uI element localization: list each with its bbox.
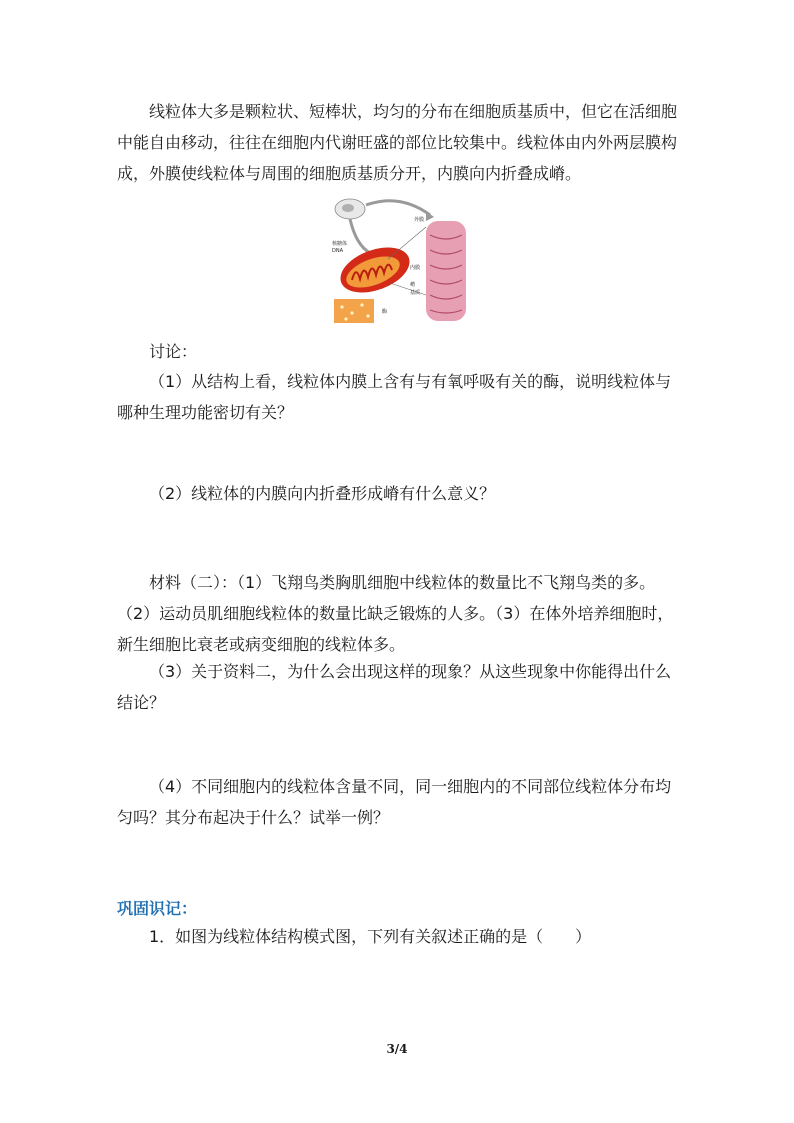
question-3: （3）关于资料二，为什么会出现这样的现象？从这些现象中你能得出什么结论？: [117, 662, 672, 712]
label-dna: DNA: [332, 248, 344, 254]
arrow-to-mito: [350, 219, 370, 253]
arrowhead: [426, 211, 434, 221]
mitochondrion-model: [334, 239, 415, 301]
label-enzyme: 酶: [382, 309, 388, 315]
mitochondrion-figure: [330, 195, 470, 325]
exercise-1: 1．如图为线粒体结构模式图，下列有关叙述正确的是（ ）: [149, 927, 592, 946]
question-2: （2）线粒体的内膜向内折叠形成嵴有什么意义？: [149, 484, 496, 503]
label-ribosome: 核糖体: [332, 241, 348, 247]
label-matrix: 基质: [410, 290, 421, 296]
micrograph-section: [426, 221, 466, 321]
label-inner-membrane: 内膜: [410, 265, 421, 271]
cell-thumbnail: [335, 199, 365, 219]
page-number: 3/4: [386, 1042, 408, 1056]
question-4: （4）不同细胞内的线粒体含量不同，同一细胞内的不同部位线粒体分布均匀吗？其分布起决于什么？试举一例？: [117, 777, 672, 827]
label-outer-membrane: 外膜: [414, 217, 425, 223]
label-cristae: 嵴: [410, 282, 416, 288]
question-1: （1）从结构上看，线粒体内膜上含有与有氧呼吸有关的酶，说明线粒体与哪种生理功能密切有关？: [117, 372, 672, 422]
material-2: 材料（二）：（1）飞翔鸟类胸肌细胞中线粒体的数量比不飞翔鸟类的多。（2）运动员肌细胞线粒体的数量比缺乏锻炼的人多。（3）在体外培养细胞时，新生细胞比衰老或病变细胞的线粒体多。: [117, 573, 674, 654]
intro-paragraph: 线粒体大多是颗粒状、短棒状，均匀的分布在细胞质基质中，但它在活细胞中能自由移动，往往在细胞内代谢旺盛的部位比较集中。线粒体由内外两层膜构成，外膜使线粒体与周围的细胞质基质分开，内膜向内折叠成嵴。: [117, 102, 678, 183]
consolidate-heading: 巩固识记：: [117, 899, 198, 918]
arrow-to-section: [366, 201, 430, 215]
enzyme-inset: [334, 299, 374, 323]
discussion-label: 讨论：: [149, 342, 198, 361]
